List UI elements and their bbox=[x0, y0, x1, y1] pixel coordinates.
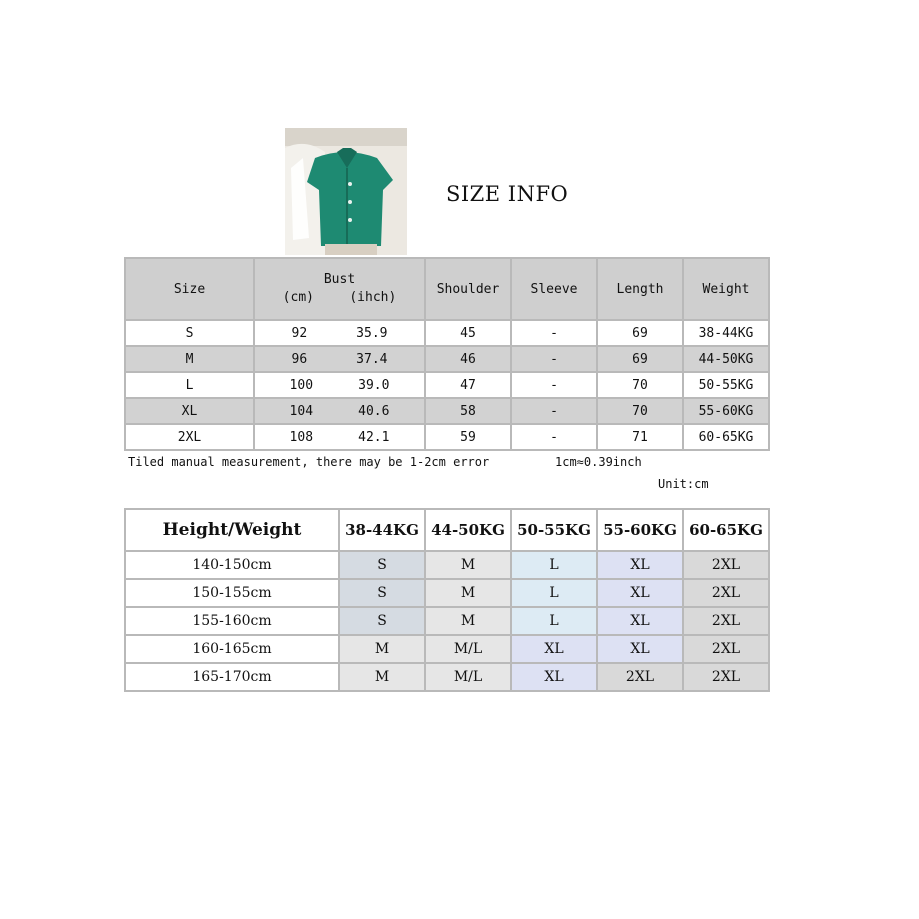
bust-cm-value: 96 bbox=[291, 351, 308, 367]
size-recommendation-cell: M/L bbox=[425, 635, 511, 663]
length-cell: 70 bbox=[597, 398, 683, 424]
weight-cell: 38-44KG bbox=[683, 320, 769, 346]
table-row bbox=[125, 424, 769, 450]
bust-inch-value: 39.0 bbox=[358, 377, 390, 393]
hw-header-row bbox=[125, 509, 769, 551]
bust-inch-header: (ihch) bbox=[349, 290, 397, 305]
weight-range-header: 38-44KG bbox=[339, 509, 425, 551]
length-header: Length bbox=[597, 258, 683, 320]
bust-cell bbox=[254, 346, 425, 372]
size-recommendation-cell: M bbox=[425, 579, 511, 607]
length-cell: 71 bbox=[597, 424, 683, 450]
weight-range-header: 44-50KG bbox=[425, 509, 511, 551]
size-recommendation-cell: L bbox=[511, 579, 597, 607]
size-recommendation-cell: 2XL bbox=[597, 663, 683, 691]
bust-inch-value: 35.9 bbox=[356, 325, 388, 341]
size-cell: XL bbox=[125, 398, 254, 424]
shoulder-cell: 58 bbox=[425, 398, 511, 424]
weight-header: Weight bbox=[683, 258, 769, 320]
weight-cell: 50-55KG bbox=[683, 372, 769, 398]
height-range-cell: 140-150cm bbox=[125, 551, 339, 579]
size-recommendation-cell: M/L bbox=[425, 663, 511, 691]
table-row bbox=[125, 663, 769, 691]
size-recommendation-cell: XL bbox=[597, 607, 683, 635]
sleeve-cell: - bbox=[511, 346, 597, 372]
weight-range-header: 50-55KG bbox=[511, 509, 597, 551]
sleeve-cell: - bbox=[511, 424, 597, 450]
weight-range-header: 55-60KG bbox=[597, 509, 683, 551]
bust-inch-value: 42.1 bbox=[358, 429, 390, 445]
table-row bbox=[125, 346, 769, 372]
table-row bbox=[125, 398, 769, 424]
table-row bbox=[125, 607, 769, 635]
bust-cm-value: 100 bbox=[289, 377, 314, 393]
size-recommendation-cell: L bbox=[511, 607, 597, 635]
bust-cell bbox=[254, 320, 425, 346]
bust-header bbox=[254, 258, 425, 320]
length-cell: 69 bbox=[597, 320, 683, 346]
size-recommendation-cell: S bbox=[339, 607, 425, 635]
size-recommendation-cell: M bbox=[339, 635, 425, 663]
size-recommendation-cell: L bbox=[511, 551, 597, 579]
size-recommendation-cell: 2XL bbox=[683, 607, 769, 635]
sleeve-cell: - bbox=[511, 398, 597, 424]
size-header: Size bbox=[125, 258, 254, 320]
length-cell: 70 bbox=[597, 372, 683, 398]
height-range-cell: 150-155cm bbox=[125, 579, 339, 607]
weight-cell: 44-50KG bbox=[683, 346, 769, 372]
bust-cm-value: 92 bbox=[291, 325, 308, 341]
bust-cell bbox=[254, 398, 425, 424]
height-range-cell: 165-170cm bbox=[125, 663, 339, 691]
height-range-cell: 155-160cm bbox=[125, 607, 339, 635]
size-recommendation-cell: S bbox=[339, 551, 425, 579]
bust-cm-header: (cm) bbox=[282, 290, 314, 305]
size-recommendation-cell: 2XL bbox=[683, 551, 769, 579]
page-title: SIZE INFO bbox=[446, 182, 569, 206]
green-shirt-image bbox=[285, 128, 407, 255]
shoulder-header: Shoulder bbox=[425, 258, 511, 320]
bust-inch-value: 37.4 bbox=[356, 351, 388, 367]
height-weight-header: Height/Weight bbox=[125, 509, 339, 551]
size-cell: M bbox=[125, 346, 254, 372]
shoulder-cell: 47 bbox=[425, 372, 511, 398]
table-row bbox=[125, 551, 769, 579]
shoulder-cell: 46 bbox=[425, 346, 511, 372]
weight-cell: 55-60KG bbox=[683, 398, 769, 424]
table-row bbox=[125, 320, 769, 346]
weight-range-header: 60-65KG bbox=[683, 509, 769, 551]
size-recommendation-cell: XL bbox=[511, 635, 597, 663]
bust-cm-value: 108 bbox=[289, 429, 314, 445]
bust-cell bbox=[254, 372, 425, 398]
size-recommendation-cell: M bbox=[339, 663, 425, 691]
sleeve-cell: - bbox=[511, 372, 597, 398]
size-recommendation-cell: M bbox=[425, 607, 511, 635]
measurement-note: Tiled manual measurement, there may be 1-2cm error bbox=[128, 455, 490, 469]
weight-cell: 60-65KG bbox=[683, 424, 769, 450]
size-table-header-row bbox=[125, 258, 769, 320]
bust-inch-value: 40.6 bbox=[358, 403, 390, 419]
sleeve-cell: - bbox=[511, 320, 597, 346]
size-recommendation-cell: XL bbox=[597, 551, 683, 579]
size-cell: 2XL bbox=[125, 424, 254, 450]
bust-header-label: Bust bbox=[323, 272, 356, 287]
size-recommendation-cell: XL bbox=[511, 663, 597, 691]
size-recommendation-cell: XL bbox=[597, 579, 683, 607]
size-cell: L bbox=[125, 372, 254, 398]
size-recommendation-cell: S bbox=[339, 579, 425, 607]
size-recommendation-cell: M bbox=[425, 551, 511, 579]
sleeve-header: Sleeve bbox=[511, 258, 597, 320]
height-weight-table bbox=[124, 508, 770, 692]
size-recommendation-cell: XL bbox=[597, 635, 683, 663]
conversion-note: 1cm≈0.39inch bbox=[555, 455, 642, 469]
shoulder-cell: 59 bbox=[425, 424, 511, 450]
size-recommendation-cell: 2XL bbox=[683, 663, 769, 691]
size-cell: S bbox=[125, 320, 254, 346]
product-photo bbox=[285, 128, 407, 255]
table-row bbox=[125, 579, 769, 607]
table-row bbox=[125, 372, 769, 398]
shoulder-cell: 45 bbox=[425, 320, 511, 346]
bust-cm-value: 104 bbox=[289, 403, 314, 419]
length-cell: 69 bbox=[597, 346, 683, 372]
bust-cell bbox=[254, 424, 425, 450]
table-row bbox=[125, 635, 769, 663]
unit-note: Unit:cm bbox=[658, 477, 709, 491]
size-recommendation-cell: 2XL bbox=[683, 635, 769, 663]
size-recommendation-cell: 2XL bbox=[683, 579, 769, 607]
size-measurement-table bbox=[124, 257, 770, 451]
height-range-cell: 160-165cm bbox=[125, 635, 339, 663]
